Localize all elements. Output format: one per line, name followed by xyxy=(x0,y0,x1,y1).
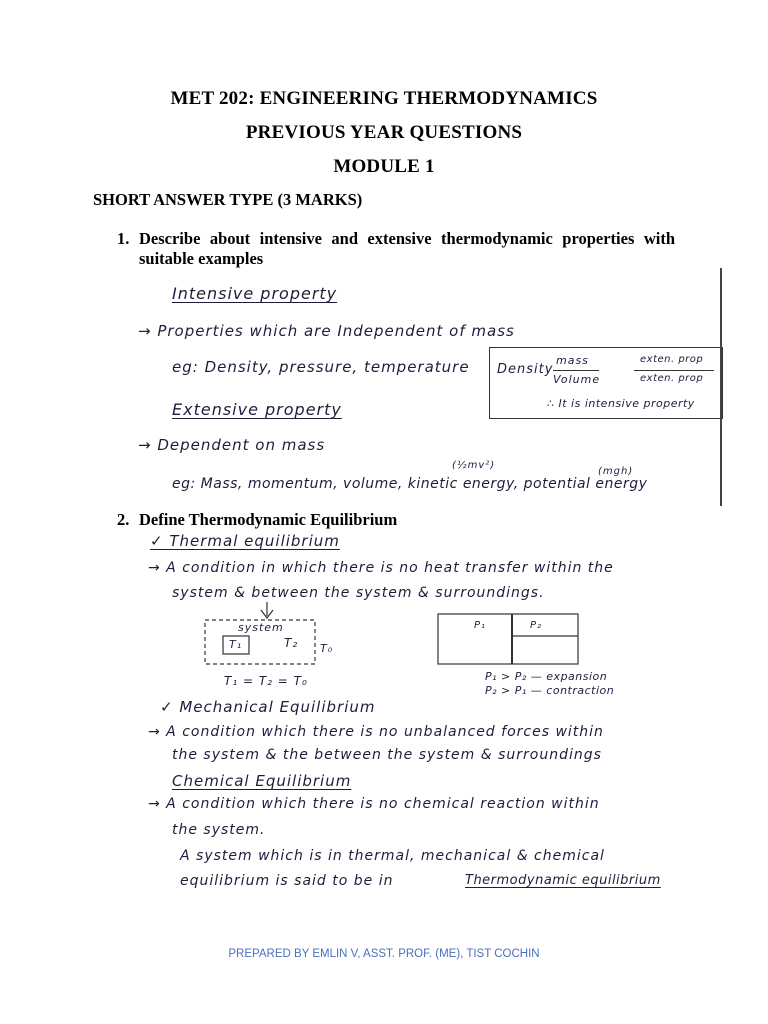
document-subtitle: PREVIOUS YEAR QUESTIONS xyxy=(245,122,523,143)
intensive-heading: Intensive property xyxy=(172,284,338,303)
piston-expansion: P₁ > P₂ — expansion xyxy=(485,670,608,683)
diagram-t1: T₁ xyxy=(229,638,243,651)
mechanical-line-1: → A condition which there is no unbalanced forces within xyxy=(148,724,604,740)
mechanical-heading: ✓ Mechanical Equilibrium xyxy=(160,698,376,716)
footer-credit: PREPARED BY EMLIN V, ASST. PROF. (ME), TIST COCHIN xyxy=(228,948,540,960)
summary-term: Thermodynamic equilibrium xyxy=(465,873,661,888)
piston-p2: P₂ xyxy=(530,620,543,631)
thermal-line-1: → A condition in which there is no heat transfer within the xyxy=(148,560,614,576)
thermal-line-2: system & between the system & surroundings. xyxy=(172,585,545,601)
piston-diagram xyxy=(436,612,586,668)
summary-line-1: A system which is in thermal, mechanical & chemical xyxy=(180,848,605,864)
potential-formula: (mgh) xyxy=(598,466,634,477)
diagram-equation: T₁ = T₂ = T₀ xyxy=(224,674,308,688)
question-1 xyxy=(117,229,675,269)
intensive-example: eg: Density, pressure, temperature xyxy=(172,358,470,376)
box-mass: mass xyxy=(556,354,589,367)
question-text: Describe about intensive and extensive thermodynamic properties with suitable examples xyxy=(139,229,675,268)
question-number: 2. xyxy=(117,510,130,529)
chemical-heading: Chemical Equilibrium xyxy=(172,772,352,790)
chemical-line-2: the system. xyxy=(172,822,266,838)
extensive-definition: → Dependent on mass xyxy=(138,436,326,454)
course-title: MET 202: ENGINEERING THERMODYNAMICS xyxy=(170,88,598,109)
diagram-system-label: system xyxy=(238,621,284,634)
fraction-bar-2 xyxy=(634,370,714,371)
question-2 xyxy=(117,510,675,530)
diagram-t2: T₂ xyxy=(284,636,299,650)
section-heading: SHORT ANSWER TYPE (3 MARKS) xyxy=(93,190,363,209)
box-ext1: exten. prop xyxy=(640,354,704,365)
question-text: Define Thermodynamic Equilibrium xyxy=(139,510,398,529)
box-ext2: exten. prop xyxy=(640,373,704,384)
piston-contraction: P₂ > P₁ — contraction xyxy=(485,684,615,697)
piston-p1: P₁ xyxy=(474,620,487,631)
thermal-heading: ✓ Thermal equilibrium xyxy=(150,532,340,550)
diagram-t0: T₀ xyxy=(320,642,334,655)
module-title: MODULE 1 xyxy=(333,156,435,177)
box-density: Density xyxy=(497,362,554,377)
fraction-bar xyxy=(553,370,599,371)
kinetic-formula: (½mv²) xyxy=(452,460,496,471)
box-conclusion: ∴ It is intensive property xyxy=(547,397,695,410)
question-number: 1. xyxy=(117,229,130,248)
margin-line xyxy=(720,268,722,506)
summary-line-2: equilibrium is said to be in xyxy=(180,873,394,889)
extensive-heading: Extensive property xyxy=(172,400,342,419)
box-volume: Volume xyxy=(553,373,601,386)
mechanical-line-2: the system & the between the system & surroundings xyxy=(172,747,602,763)
extensive-example: eg: Mass, momentum, volume, kinetic energy, potential energy xyxy=(172,476,648,492)
intensive-definition: → Properties which are Independent of mass xyxy=(138,322,515,340)
chemical-line-1: → A condition which there is no chemical reaction within xyxy=(148,796,600,812)
